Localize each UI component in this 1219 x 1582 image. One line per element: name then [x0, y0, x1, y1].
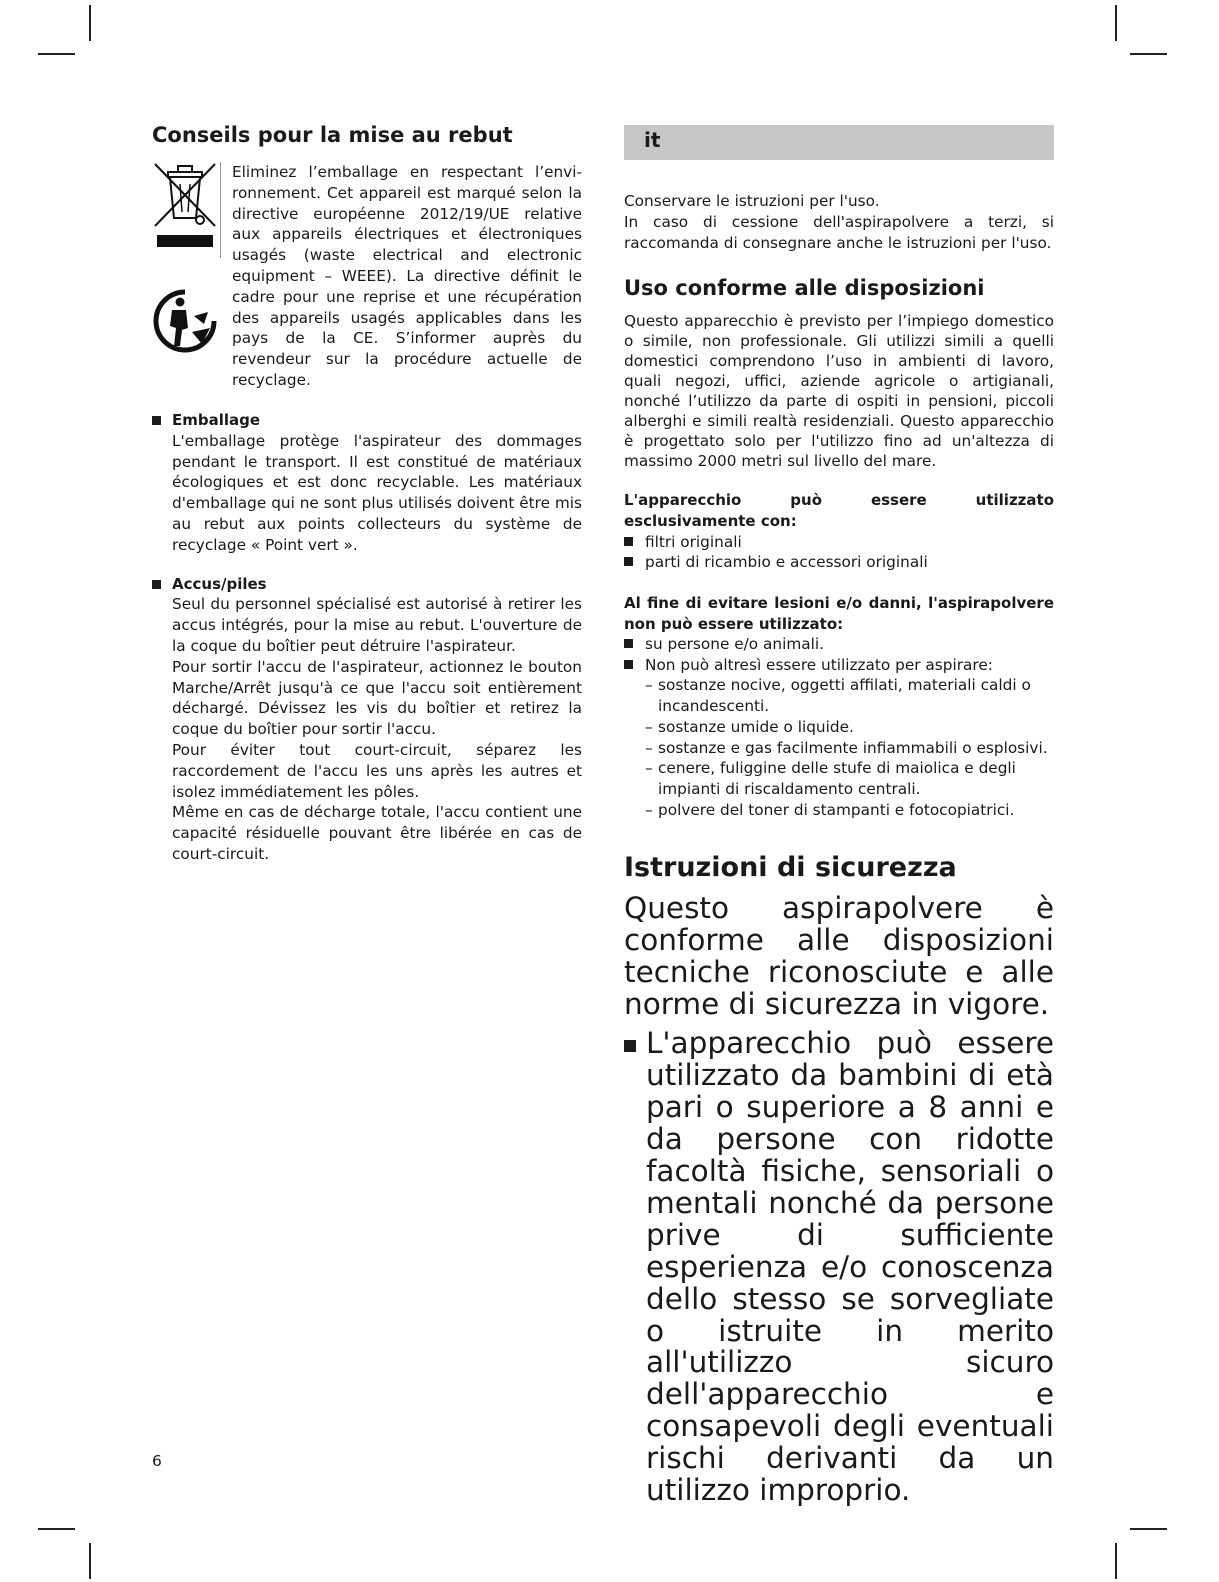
weee-crossed-bin-icon: [152, 162, 218, 292]
bullet-square-icon: [624, 660, 633, 669]
accus-paragraph: Seul du personnel spécialisé est autorisé à retirer les accus intégrés, pour la mise au rebut. L'ouverture de la coque du boîtier peut détruire l'aspirateur.: [172, 595, 582, 655]
sicurezza-heading: Istruzioni di sicurezza: [624, 851, 957, 883]
emballage-text: L'emballage protège l'aspirateur des dommages pendant le transport. Il est constitué de matériaux écologiques et est donc recyclable. Les matériaux d'emballage qui ne sont plus utilisés doivent être mis au rebut aux points collecteurs du système de recyclage « Point vert ».: [172, 431, 582, 554]
crop-mark: [38, 1528, 75, 1530]
sicurezza-bullet: [624, 1028, 1054, 1507]
dash-item: – polvere del toner di stampanti e fotocopiatrici.: [645, 800, 1015, 819]
crop-mark: [1115, 1543, 1117, 1579]
weee-icons: [152, 162, 218, 358]
accus-paragraph: Pour éviter tout court-circuit, séparez les raccordement de l'accu les uns après les autres et isolez immédiatement les pôles.: [172, 740, 582, 801]
disposal-heading: Conseils pour la mise au rebut: [152, 123, 513, 147]
uso-text: Questo apparecchio è previsto per l’impiego domestico o simile, non professionale. Gli utilizzi simili a quelli domestici comprendono l’uso in ambienti di lavoro, quali negozi, uffici, aziende agricole o artigianali, nonché l’utilizzo da parte di ospiti in pensioni, piccoli alberghi e simili realtà residenziali. Questo apparecchio è progettato solo per l'utilizzo fino ad un'altezza di massimo 2000 metri sul livello del mare.: [624, 312, 1054, 471]
dash-item: – sostanze e gas facilmente infiammabili o esplosivi.: [645, 738, 1048, 757]
page-number: 6: [152, 1452, 162, 1470]
language-bar: [624, 125, 1054, 160]
crop-mark: [1130, 53, 1167, 55]
weee-text: Eliminez l’emballage en respectant l’envi-ronnement. Cet appareil est marqué selon la directive européenne 2012/19/UE relative aux appareils électriques et électroniques usagés (waste electrical and electronic equipment – WEEE). La directive définit le cadre pour une reprise et une récupération des appareils usagés applicables dans les pays de la CE. S’informer auprès du revendeur sur la procédure actuelle de recyclage.: [232, 163, 582, 389]
uso-heading: Uso conforme alle disposizioni: [624, 276, 985, 301]
crop-mark: [89, 1543, 91, 1579]
accus-title: Accus/piles: [172, 574, 267, 593]
bullet-square-icon: [152, 580, 161, 589]
intro-line: Conservare le istruzioni per l'uso.: [624, 192, 880, 210]
accus-paragraph: Même en cas de décharge totale, l'accu contient une capacité résiduelle pouvant être libérée en cas de court-circuit.: [172, 803, 582, 863]
emballage-title: Emballage: [172, 411, 261, 429]
accus-block: [152, 574, 582, 865]
weee-section: [152, 162, 582, 389]
bullet-square-icon: [152, 416, 161, 425]
evitare-heading: Al fine di evitare lesioni e/o danni, l'aspirapolvere non può essere utilizzato:: [624, 593, 1054, 633]
dash-item: – cenere, fuliggine delle stufe di maiolica e degli impianti di riscaldamento centrali.: [645, 759, 1016, 799]
list-item: filtri originali: [624, 532, 1054, 552]
crop-mark: [1130, 1528, 1167, 1530]
intro-line: In caso di cessione dell'aspirapolvere a terzi, si raccomanda di consegnare anche le istruzioni per l'uso.: [624, 212, 1054, 252]
crop-mark: [89, 5, 91, 41]
dash-item: – sostanze nocive, oggetti affilati, materiali caldi o incandescenti.: [645, 676, 1031, 715]
recycling-person-icon: [152, 288, 218, 354]
sicurezza-bullet-text: L'apparecchio può essere utilizzato da bambini di età pari o superiore a 8 anni e da persone con ridotte facoltà fisiche, sensoriali o mentali nonché da persone prive di sufficiente esperienza e/o conoscenza dello stesso se sorvegliate o istruite in merito all'utilizzo sicuro dell'apparecchio e consapevoli degli eventuali rischi derivanti da un utilizzo improprio.: [646, 1026, 1054, 1508]
accus-paragraph: Pour sortir l'accu de l'aspirateur, actionnez le bouton Marche/Arrêt jusqu'à ce que l'accu soit entièrement déchargé. Dévissez les vis du boîtier et retirez la coque du boîtier pour sortir l'accu.: [172, 657, 582, 739]
esclusivo-heading: L'apparecchio può essere utilizzato esclusivamente con:: [624, 491, 1054, 531]
dash-list: [624, 675, 1054, 821]
dash-item: – sostanze umide o liquide.: [645, 717, 854, 736]
esclusivo-list: [624, 532, 1054, 573]
list-item: Non può altresì essere utilizzato per aspirare:: [624, 655, 1054, 675]
bullet-square-icon: [624, 557, 633, 566]
list-item: su persone e/o animali.: [624, 634, 1054, 654]
crop-mark: [1115, 5, 1117, 41]
right-column: [624, 125, 1054, 1507]
evitare-list: [624, 634, 1054, 675]
icon-divider: [220, 162, 221, 258]
left-column: [152, 120, 582, 865]
list-item: parti di ricambio e accessori originali: [624, 552, 1054, 572]
sicurezza-intro: Questo aspirapolvere è conforme alle disposizioni tecniche riconosciute e alle norme di sicurezza in vigore.: [624, 890, 1054, 1021]
emballage-block: [152, 410, 582, 556]
crop-mark: [38, 53, 75, 55]
bullet-square-icon: [624, 1040, 636, 1052]
language-code: it: [644, 128, 661, 152]
bullet-square-icon: [624, 537, 633, 546]
bullet-square-icon: [624, 639, 633, 648]
